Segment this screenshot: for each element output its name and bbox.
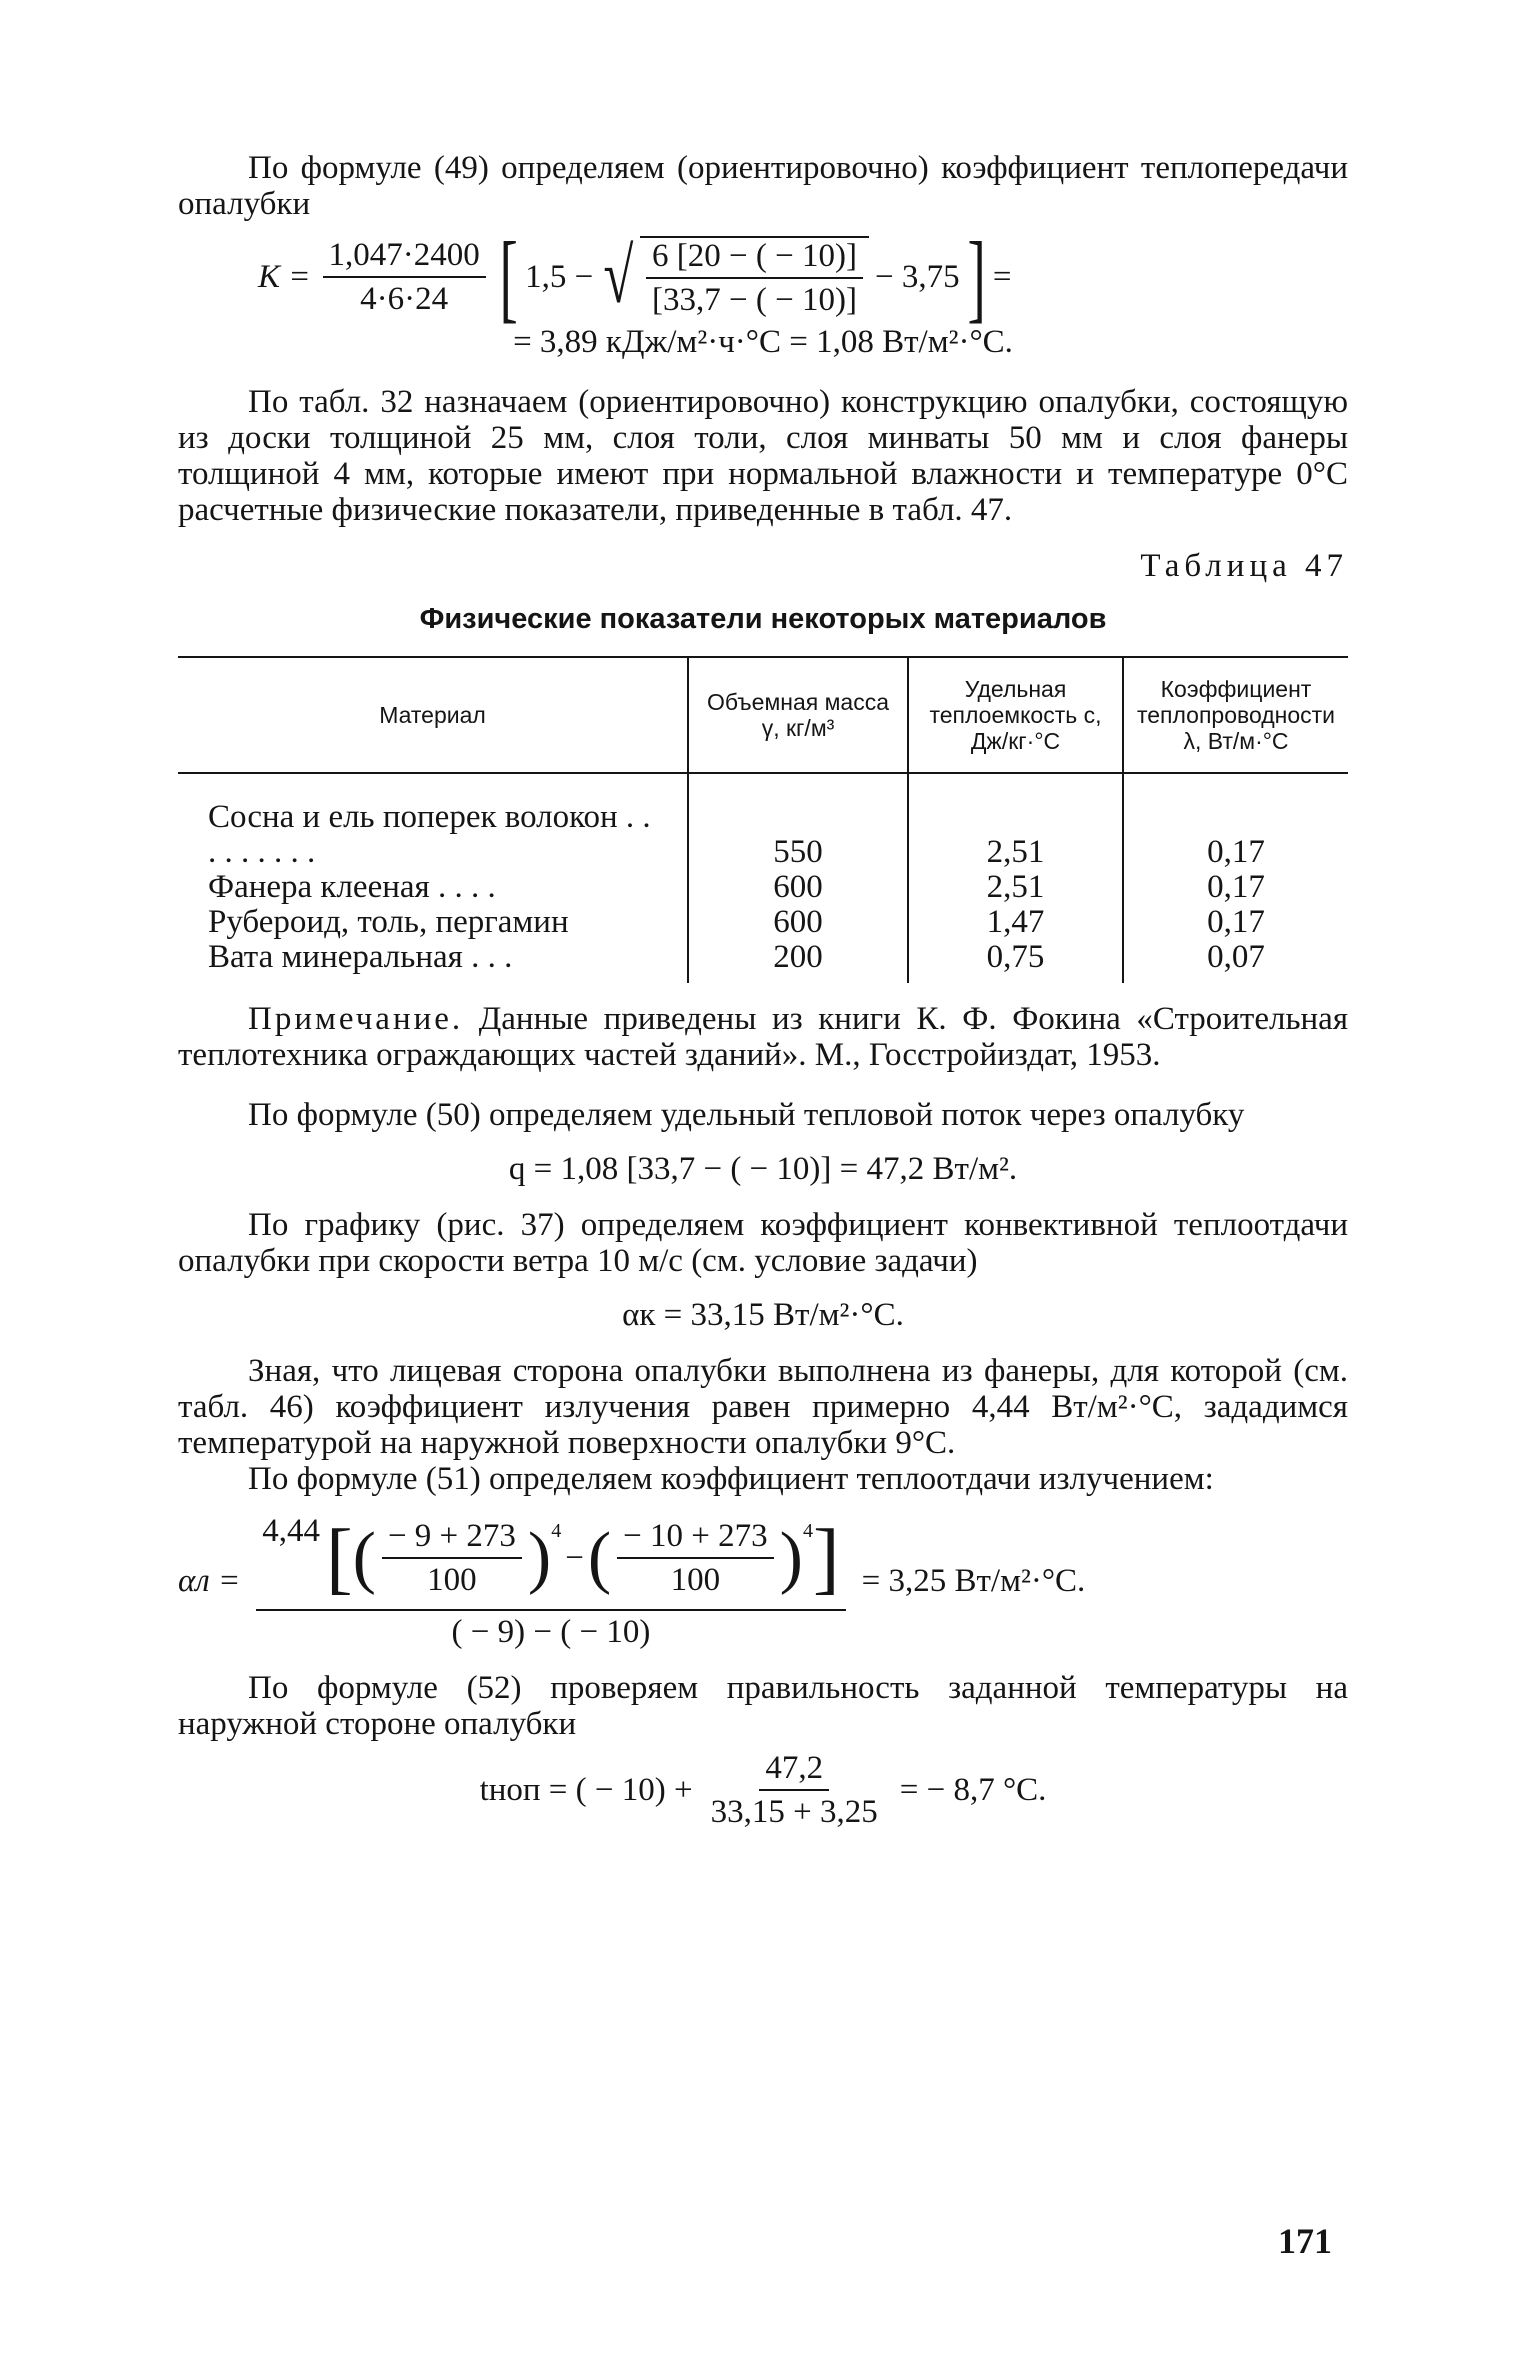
note-label: Примечание. <box>248 1001 464 1037</box>
formula-al-coef: 4,44 <box>262 1513 320 1549</box>
paragraph-graph: По графику (рис. 37) определяем коэффициент конвективной теплоотдачи опалубки при скорости ветра 10 м/с (см. условие задачи) <box>178 1207 1348 1279</box>
formula-al-result: = 3,25 Вт/м²·°С. <box>861 1563 1086 1599</box>
cell-heat: 2,51 <box>908 870 1123 905</box>
formula-al-denominator: ( − 9) − ( − 10) <box>451 1614 651 1650</box>
formula-al-lhs: αл = <box>178 1563 241 1599</box>
cell-material: Фанера клееная . . . . <box>208 869 496 905</box>
formula-k-result: = 3,89 кДж/м²·ч·°С = 1,08 Вт/м²·°С. <box>513 324 1013 360</box>
paragraph-formula-52: По формуле (52) проверяем правильность заданной температуры на наружной стороне опалубки <box>178 1670 1348 1742</box>
formula-t <box>178 1750 1348 1830</box>
cell-density: 200 <box>688 940 908 983</box>
sqrt-expression <box>597 232 869 319</box>
formula-al-t2-den: 100 <box>670 1562 721 1598</box>
table-row <box>178 905 1348 940</box>
formula-k-term2: − 3,75 <box>874 258 960 295</box>
cell-lambda: 0,17 <box>1123 773 1348 870</box>
cell-density: 600 <box>688 905 908 940</box>
paragraph-formula-50: По формуле (50) определяем удельный тепловой поток через опалубку <box>248 1097 1245 1133</box>
formula-k-term1: 1,5 − <box>525 258 594 295</box>
header-heat-capacity: Удельная теплоемкость с, Дж/кг·°С <box>908 657 1123 773</box>
paragraph-formula-49: По формуле (49) определяем (ориентировочно) коэффициент теплопередачи опалубки <box>178 150 1348 222</box>
cell-material: Вата минеральная . . . <box>208 939 513 975</box>
formula-t-numerator: 47,2 <box>759 1750 829 1791</box>
formula-k-denominator: 4·6·24 <box>360 281 449 317</box>
formula-al-t2-num: − 10 + 273 <box>617 1518 773 1559</box>
sqrt-numerator: 6 [20 − ( − 10)] <box>646 238 863 279</box>
cell-lambda: 0,17 <box>1123 870 1348 905</box>
formula-t-lhs: tноп = ( − 10) + <box>479 1771 693 1808</box>
cell-material: Сосна и ель поперек волокон . . . . . . . . . <box>208 799 651 870</box>
formula-t-fraction <box>705 1750 884 1830</box>
cell-density: 600 <box>688 870 908 905</box>
formula-k <box>178 221 1348 360</box>
cell-heat: 0,75 <box>908 940 1123 983</box>
formula-alpha-k: αк = 33,15 Вт/м²·°С. <box>622 1297 904 1333</box>
cell-lambda: 0,07 <box>1123 940 1348 983</box>
sqrt-denominator: [33,7 − ( − 10)] <box>652 282 857 318</box>
table-title: Физические показатели некоторых материалов <box>419 603 1107 635</box>
formula-al-minus: − <box>565 1540 584 1576</box>
sqrt-icon: √ <box>603 232 634 319</box>
formula-t-denominator: 33,15 + 3,25 <box>710 1794 878 1830</box>
page-content <box>178 150 1348 1830</box>
page-number: 171 <box>1278 2221 1332 2261</box>
formula-al-t1-den: 100 <box>427 1562 477 1598</box>
paragraph-plywood: Зная, что лицевая сторона опалубки выполнена из фанеры, для которой (см. табл. 46) коэффициент излучения равен примерно 4,44 Вт/м²·°С, зададимся температурой на наружной поверхности опалубки 9°С. <box>178 1353 1348 1461</box>
header-density: Объемная масса γ, кг/м³ <box>688 657 908 773</box>
formula-q: q = 1,08 [33,7 − ( − 10)] = 47,2 Вт/м². <box>508 1151 1018 1187</box>
cell-material: Рубероид, толь, пергамин <box>208 904 569 940</box>
note-text: Данные приведены из книги К. Ф. Фокина «Строительная теплотехника ограждающих частей зданий». М., Госстройиздат, 1953. <box>178 1001 1348 1073</box>
table-number: Таблица 47 <box>1140 548 1348 584</box>
formula-k-equals: = <box>992 258 1012 295</box>
bracket-close: ] <box>967 221 986 332</box>
cell-heat: 1,47 <box>908 905 1123 940</box>
materials-table <box>178 656 1348 983</box>
table-row <box>178 773 1348 870</box>
paragraph-table-32: По табл. 32 назначаем (ориентировочно) конструкцию опалубки, состоящую из доски толщиной 25 мм, слоя толи, слоя минваты 50 мм и слоя фанеры толщиной 4 мм, которые имеют при нормальной влажности и температуре 0°С расчетные физические показатели, приведенные в табл. 47. <box>178 384 1348 528</box>
bracket-open: [ <box>499 221 518 332</box>
paragraph-formula-51: По формуле (51) определяем коэффициент теплоотдачи излучением: <box>248 1461 1214 1497</box>
formula-al-power: 4 <box>551 1520 562 1542</box>
formula-k-fraction <box>323 237 486 317</box>
table-row <box>178 870 1348 905</box>
formula-k-numerator: 1,047·2400 <box>323 237 486 278</box>
formula-al-fraction: 4,44 [ ( $\frac{- 9 + 273}{100}$ ) $^4$ − ( $\frac{- 10 + 273}{100}$ ) $^4$ ] ( − 9) − ( − 10) <box>256 1513 845 1650</box>
formula-alpha-l <box>178 1513 1348 1650</box>
cell-heat: 2,51 <box>908 773 1123 870</box>
formula-t-result: = − 8,7 °С. <box>899 1771 1047 1808</box>
table-note <box>178 1001 1348 1073</box>
formula-al-t1-num: − 9 + 273 <box>382 1518 522 1559</box>
header-material: Материал <box>178 657 688 773</box>
table-row <box>178 940 1348 983</box>
header-conductivity: Коэффициент теплопроводности λ, Вт/м·°С <box>1123 657 1348 773</box>
cell-lambda: 0,17 <box>1123 905 1348 940</box>
formula-k-lhs: K = <box>258 258 311 295</box>
cell-density: 550 <box>688 773 908 870</box>
